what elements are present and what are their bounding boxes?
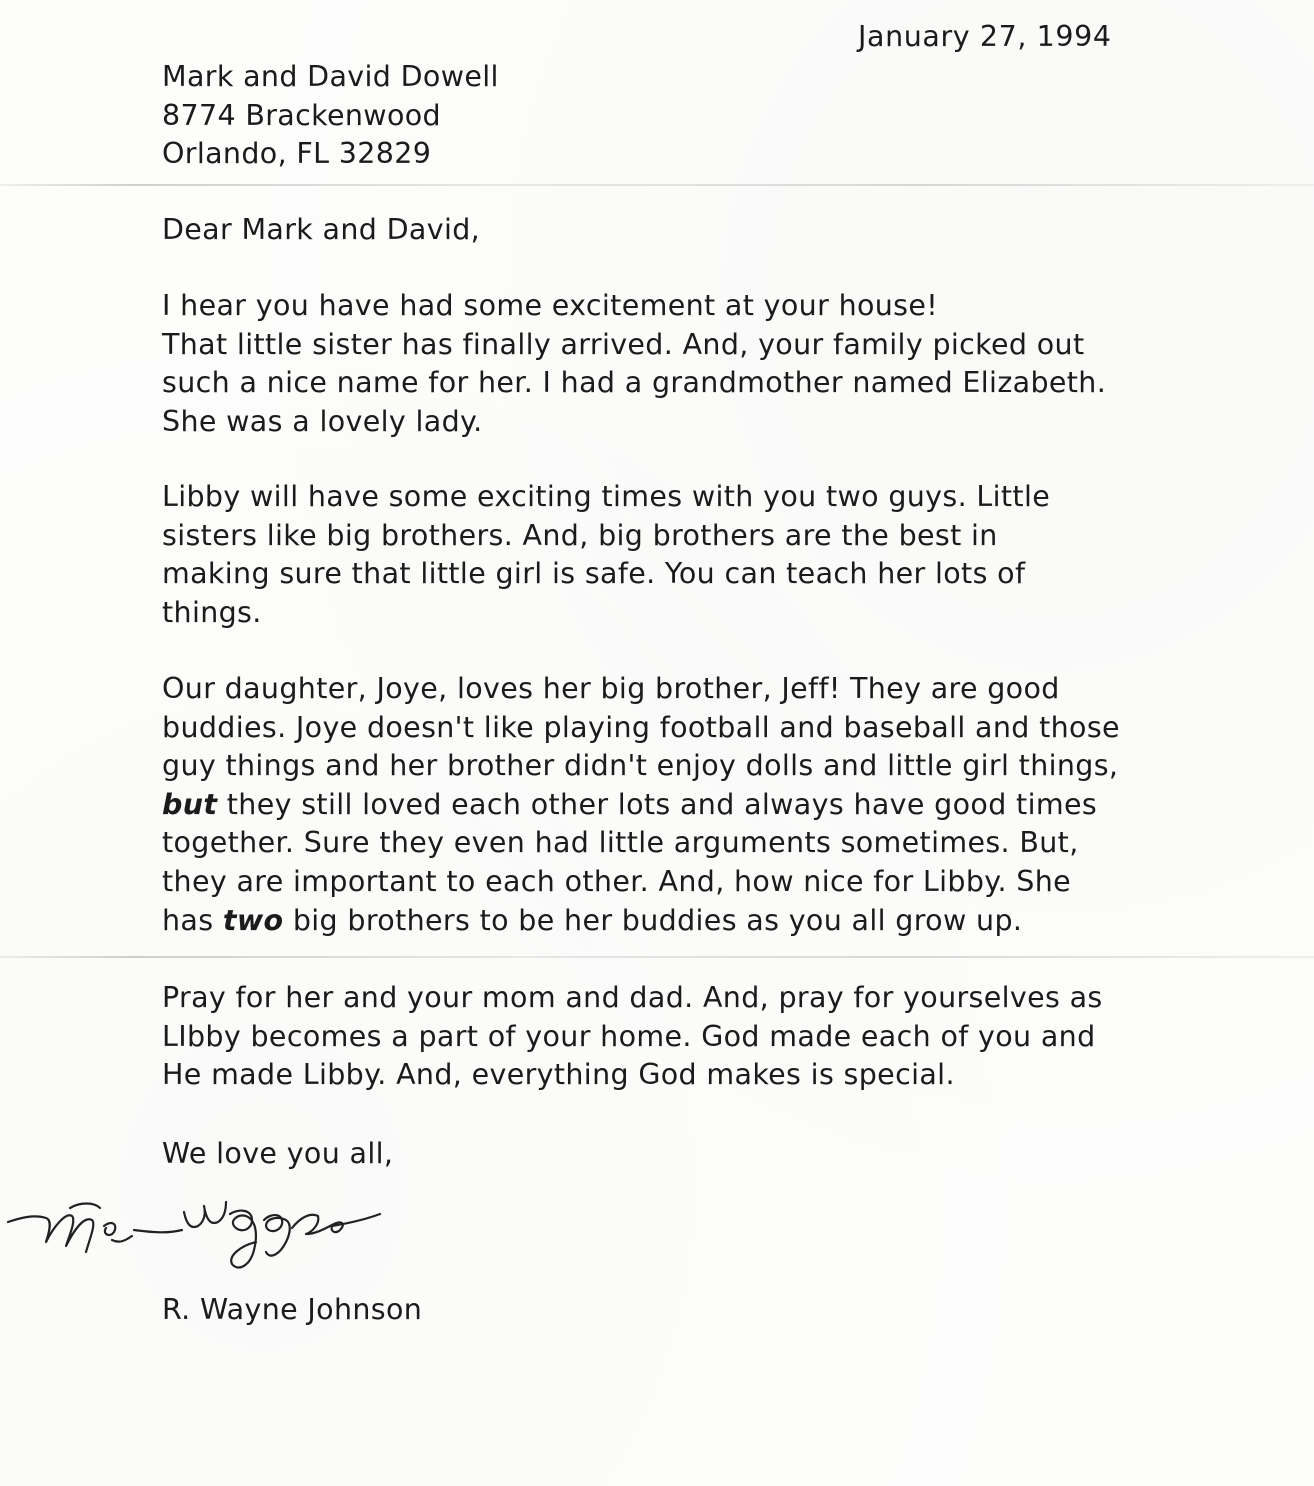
handwritten-signature [0, 1168, 420, 1288]
paragraph-line: Our daughter, Joye, loves her big brother, Jeff! They are good [162, 672, 1060, 705]
emphasized-word: but [162, 787, 218, 821]
letter-date: January 27, 1994 [858, 20, 1112, 53]
signature-name: R. Wayne Johnson [162, 1293, 423, 1326]
paragraph-line: guy things and her brother didn't enjoy dolls and little girl things, [162, 749, 1119, 783]
line-text: has [162, 903, 223, 937]
paragraph-line: such a nice name for her. I had a grandmother named Elizabeth. [162, 366, 1107, 400]
paper-fold-line [0, 956, 1314, 958]
line-text: they still loved each other lots and always have good times [217, 787, 1098, 821]
paragraph-line: making sure that little girl is safe. You can teach her lots of [162, 557, 1026, 591]
paragraph-4 [162, 979, 1103, 1095]
recipient-address [162, 58, 499, 174]
paragraph-1 [162, 287, 1106, 441]
paragraph-line: they are important to each other. And, how nice for Libby. She [162, 864, 1072, 898]
paragraph-line: Pray for her and your mom and dad. And, pray for yourselves as [162, 981, 1103, 1014]
paper-fold-line [0, 184, 1314, 186]
paragraph-line: She was a lovely lady. [162, 404, 483, 438]
paragraph-line: I hear you have had some excitement at your house! [162, 289, 939, 322]
line-text: big brothers to be her buddies as you all grow up. [283, 903, 1023, 937]
paragraph-line: He made Libby. And, everything God makes is special. [162, 1058, 955, 1092]
closing: We love you all, [162, 1137, 394, 1170]
paragraph-line: together. Sure they even had little arguments sometimes. But, [162, 826, 1079, 860]
address-line: Mark and David Dowell [162, 60, 499, 93]
paragraph-line: LIbby becomes a part of your home. God made each of you and [162, 1019, 1096, 1053]
paragraph-line: buddies. Joye doesn't like playing football and baseball and those [162, 710, 1120, 744]
address-line: 8774 Brackenwood [162, 98, 441, 132]
paragraph-line: things. [162, 595, 262, 629]
emphasized-word: two [222, 903, 284, 937]
paragraph-3 [162, 670, 1120, 940]
paragraph-line [162, 902, 1120, 941]
paragraph-line: That little sister has finally arrived. And, your family picked out [162, 327, 1085, 361]
paragraph-line [162, 786, 1120, 825]
paragraph-line: sisters like big brothers. And, big brothers are the best in [162, 518, 998, 552]
address-line: Orlando, FL 32829 [162, 137, 432, 171]
paragraph-2 [162, 478, 1050, 632]
salutation: Dear Mark and David, [162, 213, 481, 246]
paragraph-line: Libby will have some exciting times with you two guys. Little [162, 480, 1051, 513]
